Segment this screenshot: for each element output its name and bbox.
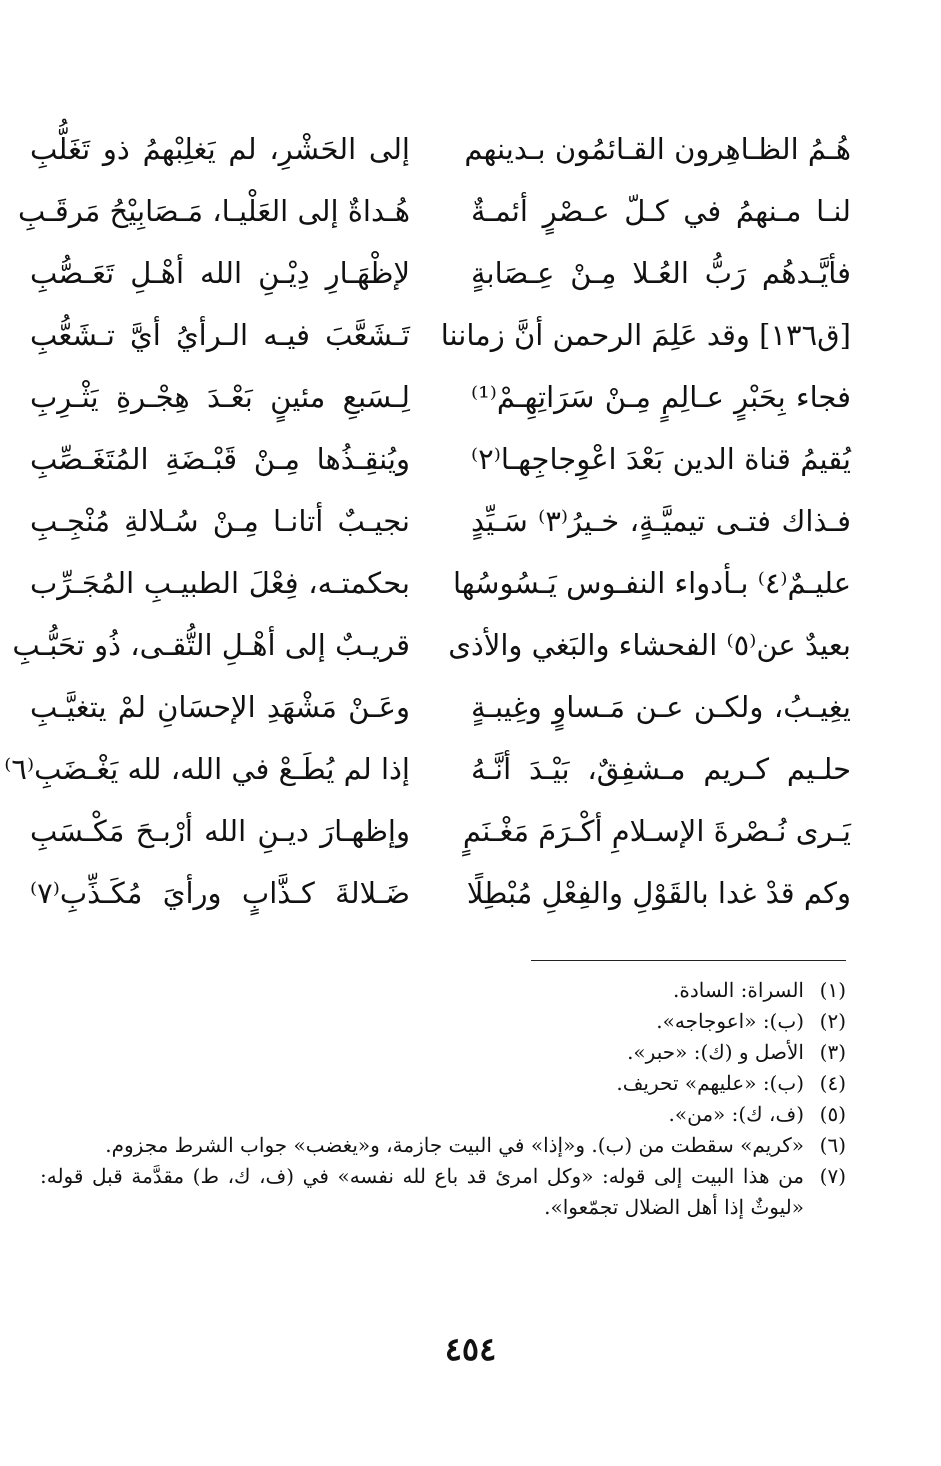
footnotes <box>40 960 846 1223</box>
verse-first-hemistich: حلـيم كـريم مـشفِقٌ، بَيْـدَ أنَّـهُ <box>471 752 851 786</box>
footnote <box>40 1068 846 1099</box>
verse-line <box>30 428 851 490</box>
verse-second-hemistich: لإظْهَـارِ دِيْـنِ الله أهْـلِ تَعَـصُّبِ <box>30 256 410 290</box>
footnote <box>40 1006 846 1037</box>
verse-line <box>4 738 851 800</box>
page-number: ٤٥٤ <box>444 1330 497 1368</box>
footnote-number: (٢) <box>819 1009 846 1033</box>
verse-first-hemistich: بعيدٌ عن⁽٥⁾ الفحشاء والبَغي والأذى <box>448 628 851 662</box>
footnote-divider <box>531 960 846 961</box>
footnote-text: «كريم» سقطت من (ب). و«إذا» في البيت جازمة، و«يغضب» جواب الشرط مجزوم. <box>105 1133 804 1157</box>
verse-line <box>30 242 851 304</box>
footnote-text: (ف، ك): «من». <box>668 1102 804 1126</box>
verse-second-hemistich: تَـشَعَّبَ فيـه الـرأيُ أيَّ تـشَعُّبِ <box>30 318 410 352</box>
footnote-text: (ب): «عليهم» تحريف. <box>616 1071 804 1095</box>
footnote-number: (١) <box>819 978 846 1002</box>
footnote-text: من هذا البيت إلى قوله: «وكل امرئ قد باع لله نفسه» في (ف، ك، ط) مقدَّمة قبل قوله: «ليوثٌ إذا أهل الضلال تجمّعوا». <box>40 1164 804 1219</box>
verse-first-hemistich: لنـا مـنهمُ في كـلّ عـصْرٍ أئمـةٌ <box>471 194 851 228</box>
footnote-text: (ب): «اعوجاجه». <box>656 1009 804 1033</box>
verse-first-hemistich: يُقيمُ قناة الدين بَعْدَ اعْوِجاجِهـا⁽٢⁾ <box>471 442 851 476</box>
verse-first-hemistich: فـذاك فتـى تيميَّـةٍ، خـيرُ⁽٣⁾ سَـيِّدٍ <box>471 504 851 538</box>
verse-first-hemistich: وكم قدْ غدا بالقَوْلِ والفِعْلِ مُبْطِلًا <box>466 876 851 910</box>
poem <box>4 118 851 928</box>
verse-second-hemistich: نجيـبٌ أتانـا مِـنْ سُـلالةِ مُنْجِـبِ <box>30 504 410 538</box>
verse-second-hemistich: قريـبٌ إلى أهْـلِ التُّقـى، ذُو تحَبُّـبِ <box>12 628 410 662</box>
footnote <box>40 1037 846 1068</box>
verse-first-hemistich: يغِيـبُ، ولكـن عـن مَـساوٍ وغِيبـةٍ <box>471 690 851 724</box>
verse-line <box>30 676 851 738</box>
footnote-number: (٦) <box>819 1133 846 1157</box>
footnote-number: (٥) <box>819 1102 846 1126</box>
verse-line <box>30 862 851 924</box>
verse-line <box>30 304 851 366</box>
verse-first-hemistich: فأيَّـدهُم رَبُّ العُـلا مِـنْ عِـصَابةٍ <box>471 256 851 290</box>
verse-first-hemistich: يَـرى نُـصْرةَ الإسـلامِ أكْـرَمَ مَغْـنَمٍ <box>462 814 851 848</box>
verse-second-hemistich: بحكمتـه، فِعْلَ الطبيـبِ المُجَـرِّب <box>30 566 410 600</box>
verse-line <box>30 366 851 428</box>
verse-second-hemistich: ضَـلالةَ كـذَّابٍ ورأيَ مُكَـذِّبِ⁽٧⁾ <box>30 876 410 910</box>
verse-second-hemistich: هُـداةٌ إلى العَلْيـا، مَـصَابِيْحُ مَرقَـبِ <box>17 194 410 228</box>
verse-line <box>30 800 851 862</box>
verse-second-hemistich: ويُنقِـذُها مِـنْ قَبْـضَةِ المُتَغَـصِّبِ <box>30 442 410 476</box>
footnote-number: (٤) <box>819 1071 846 1095</box>
verse-first-hemistich: [ق١٣٦] وقد عَلِمَ الرحمن أنَّ زماننا <box>440 318 851 352</box>
verse-second-hemistich: إذا لم يُطَـعْ في الله، لله يَغْـضَبِ⁽٦⁾ <box>4 752 410 786</box>
verse-line <box>30 552 851 614</box>
verse-first-hemistich: فجاء بِحَبْرٍ عـالِمٍ مِـنْ سَرَاتِهِـمْ⁽¹⁾ <box>471 380 851 414</box>
footnote <box>40 975 846 1006</box>
footnote-text: الأصل و (ك): «حبر». <box>627 1040 804 1064</box>
verse-second-hemistich: وإظهـارَ ديـنِ الله أرْبـحَ مَكْـسَبِ <box>30 814 410 848</box>
footnote <box>40 1130 846 1161</box>
footnote <box>40 1161 846 1223</box>
footnote <box>40 1099 846 1130</box>
footnote-text: السراة: السادة. <box>673 978 804 1002</box>
footnote-number: (٣) <box>819 1040 846 1064</box>
footnote-number: (٧) <box>819 1164 846 1188</box>
verse-second-hemistich: إلى الحَشْرِ، لم يَغلِبْهمُ ذو تَغَلُّبِ <box>30 132 410 166</box>
verse-first-hemistich: عليـمٌ⁽٤⁾ بـأدواء النفـوس يَـسُوسُها <box>452 566 851 600</box>
verse-line <box>12 614 851 676</box>
verse-line <box>30 118 851 180</box>
verse-line <box>30 490 851 552</box>
verse-second-hemistich: وعَـنْ مَشْهَدِ الإحسَانِ لمْ يتغيَّـبِ <box>30 690 410 724</box>
verse-line <box>17 180 851 242</box>
verse-first-hemistich: هُـمُ الظـاهِرون القـائمُون بـدينهم <box>464 132 851 166</box>
verse-second-hemistich: لِـسَبعِ مئينٍ بَعْـدَ هِجْـرةِ يَثْـرِبِ <box>30 380 410 414</box>
